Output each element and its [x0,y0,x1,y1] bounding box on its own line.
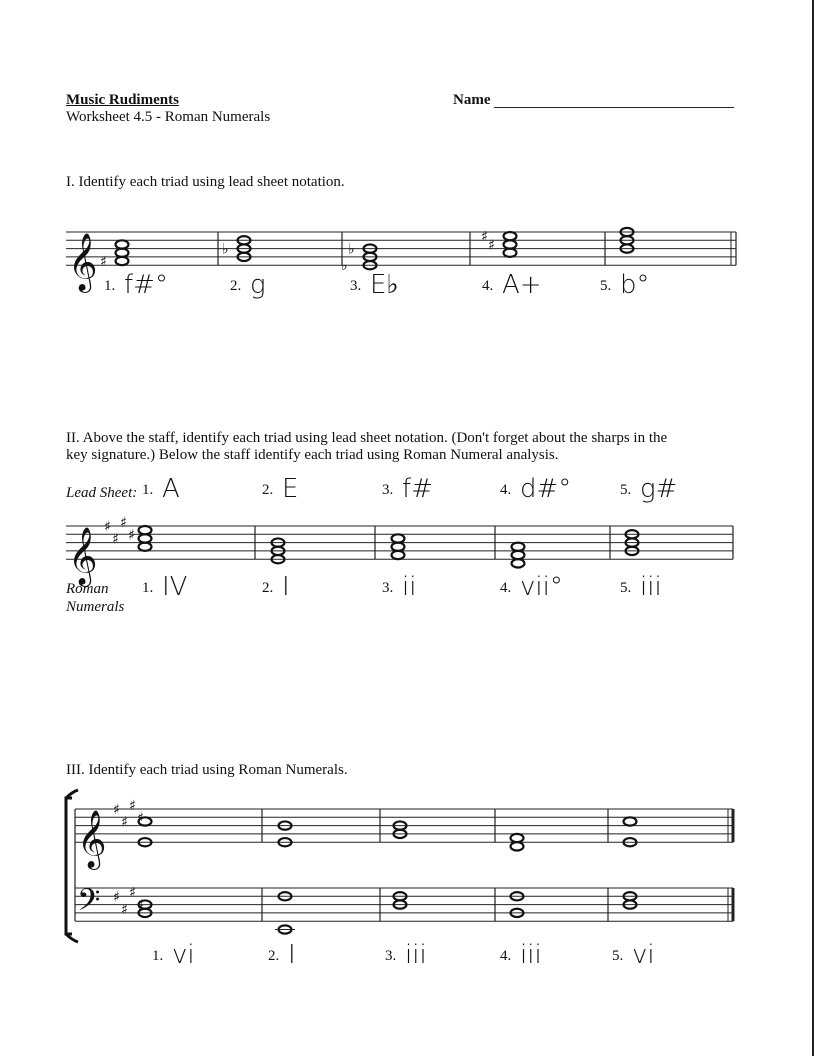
whole-note [116,240,129,248]
section1-instruction: I. Identify each triad using lead sheet notation. [66,174,345,190]
bass-clef: 𝄢 [77,882,101,926]
lead-sheet-answer[interactable]: A [162,474,180,504]
section3-number: 1. [152,948,164,964]
key-signature-sharp: ♯ [112,531,119,548]
section1-answer[interactable]: E♭ [370,270,399,300]
section1-number: 1. [104,278,116,294]
lead-sheet-answer[interactable]: E [282,474,299,504]
treble-clef: 𝄞 [77,809,107,868]
lead-sheet-number: 5. [620,482,632,498]
section1-answer[interactable]: f#° [124,270,168,300]
whole-note [139,543,152,551]
treble-clef: 𝄞 [68,526,98,585]
roman-numeral-number: 4. [500,580,512,596]
lead-sheet-answer[interactable]: g# [640,474,678,504]
section3-answer[interactable]: iii [520,940,542,970]
flat-sign: ♭ [341,258,348,275]
section2-instruction-2: key signature.) Below the staff identify each triad using Roman Numeral analysis. [66,447,559,463]
roman-label: Roman [66,581,109,597]
sharp-sign: ♯ [100,254,107,271]
section3-number: 5. [612,948,624,964]
key-signature-sharp: ♯ [113,889,120,906]
key-signature-sharp: ♯ [121,814,128,831]
key-signature-sharp: ♯ [104,519,111,535]
roman-numeral-answer[interactable]: vii° [520,572,563,602]
course-title: Music Rudiments [66,92,179,108]
roman-numeral-number: 1. [142,580,154,596]
key-signature-sharp: ♯ [129,885,136,902]
lead-sheet-number: 2. [262,482,274,498]
section1-answer[interactable]: A+ [502,270,542,300]
whole-note [139,526,152,534]
section3-answer[interactable]: vi [172,940,195,970]
lead-sheet-answer[interactable]: f# [402,474,433,504]
section3-answer[interactable]: vi [632,940,655,970]
lead-sheet-answer[interactable]: d#° [520,474,572,504]
whole-note [116,249,129,257]
whole-note [392,543,405,551]
sharp-sign: ♯ [488,237,495,254]
whole-note [392,551,405,559]
section3-number: 4. [500,948,512,964]
key-signature-sharp: ♯ [113,802,120,818]
key-signature-sharp: ♯ [137,897,144,914]
whole-note [511,834,524,842]
flat-sign: ♭ [348,241,355,258]
section3-number: 2. [268,948,280,964]
whole-note [504,249,517,257]
section1-answer[interactable]: b° [620,270,650,300]
key-signature-sharp: ♯ [128,527,135,544]
section1-answer[interactable]: g [250,270,266,300]
section1-number: 2. [230,278,242,294]
roman-numeral-answer[interactable]: iii [640,572,662,602]
worksheet-subtitle: Worksheet 4.5 - Roman Numerals [66,109,271,125]
section2-instruction-1: II. Above the staff, identify each triad using lead sheet notation. (Don't forget about the sharps in the [66,430,668,446]
flat-sign: ♭ [222,241,229,258]
whole-note [512,543,525,551]
numerals-label: Numerals [66,599,125,615]
whole-note [504,240,517,248]
section3-instruction: III. Identify each triad using Roman Numerals. [66,762,348,778]
section3-number: 3. [385,948,397,964]
key-signature-sharp: ♯ [137,810,144,827]
section1-number: 4. [482,278,494,294]
roman-numeral-answer[interactable]: I [282,572,290,602]
section3-answer[interactable]: iii [405,940,427,970]
treble-clef: 𝄞 [68,232,98,291]
roman-numeral-number: 3. [382,580,394,596]
section3-answer[interactable]: I [288,940,296,970]
key-signature-sharp: ♯ [120,514,127,531]
lead-sheet-number: 3. [382,482,394,498]
whole-note [139,534,152,542]
whole-note [511,842,524,850]
roman-numeral-number: 2. [262,580,274,596]
sharp-sign: ♯ [481,229,488,246]
whole-note [512,551,525,559]
roman-numeral-answer[interactable]: ii [402,572,417,602]
key-signature-sharp: ♯ [129,797,136,814]
whole-note [512,559,525,567]
whole-note [504,232,517,240]
roman-numeral-number: 5. [620,580,632,596]
lead-sheet-number: 1. [142,482,154,498]
section1-number: 3. [350,278,362,294]
whole-note [116,257,129,265]
section1-number: 5. [600,278,612,294]
whole-note [392,534,405,542]
whole-note [624,817,637,825]
name-label: Name [453,92,491,108]
lead-sheet-label: Lead Sheet: [66,485,138,501]
lead-sheet-number: 4. [500,482,512,498]
roman-numeral-answer[interactable]: IV [162,572,188,602]
key-signature-sharp: ♯ [121,901,128,918]
